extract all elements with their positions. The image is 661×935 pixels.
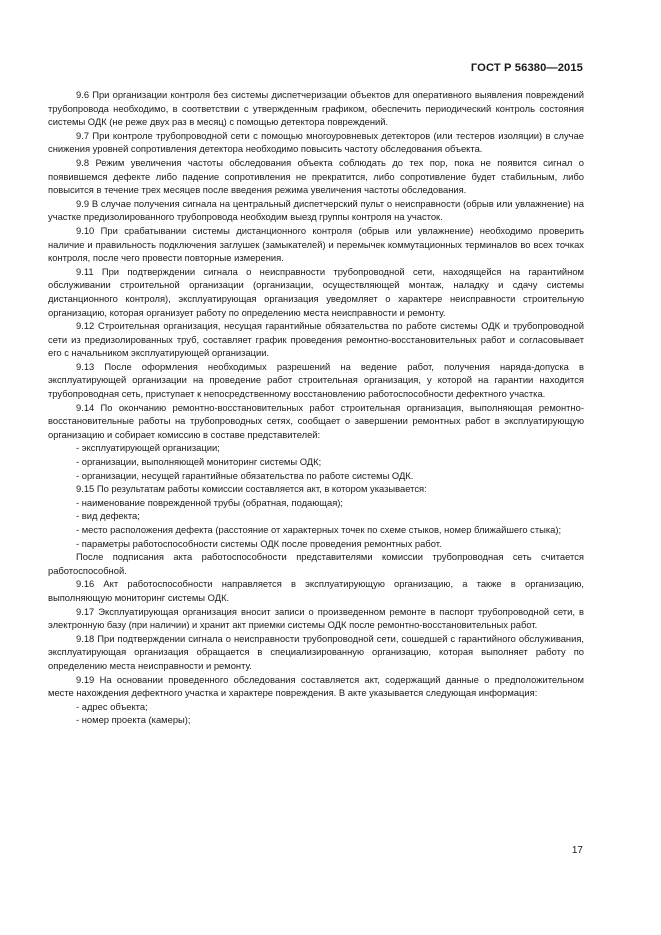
paragraph-9-7: 9.7 При контроле трубопроводной сети с помощью многоуровневых детекторов (или тестеров изоляции) в случае снижения уровней сопротивления детектора необходимо повысить частоту обследования объекта. [48,129,584,155]
paragraph-9-6: 9.6 При организации контроля без системы диспетчеризации объектов для оперативного выявления повреждений трубопровода необходимо, в соответствии с утвержденным графиком, обеспечить периодический контроль состояния системы ОДК (не реже двух раз в месяц) с помощью детектора повреждений. [48,89,584,128]
paragraph-9-16: 9.16 Акт работоспособности направляется в эксплуатирующую организацию, а также в организацию, выполняющую мониторинг системы ОДК. [48,578,584,603]
paragraph-9-13: 9.13 После оформления необходимых разрешений на ведение работ, получения наряда-допуска в эксплуатирующей организации на проведение работ строительная организация, у которой на гарантии находится трубопроводная сеть, приступает к непосредственному восстановлению работоспособности дефектного участка. [48,360,584,400]
list-item: - эксплуатирующей организации; [76,442,220,454]
list-item: - вид дефекта; [76,510,140,522]
document-body [48,88,584,727]
list-item: - организации, выполняющей мониторинг системы ОДК; [76,456,322,468]
paragraph-9-12: 9.12 Строительная организация, несущая гарантийные обязательства по работе системы ОДК и трубопроводной сети из предизолированных труб, составляет график проведения ремонтно-восстановительных работ и согласовывает его с начальником эксплуатирующей организации. [48,320,584,359]
paragraph-9-14: 9.14 По окончанию ремонтно-восстановительных работ строительная организация, выполняющая ремонтно-восстановительные работы на трубопроводных сетях, сообщает о завершении ремонтных работ в эксплуатирующую организацию и собирает комиссию в составе представителей: [48,401,584,440]
list-item: - адрес объекта; [76,700,148,712]
list-item: - параметры работоспособности системы ОДК после проведения ремонтных работ. [76,537,442,549]
paragraph-9-19: 9.19 На основании проведенного обследования составляется акт, содержащий данные о предположительном месте нахождения дефектного участка и характере повреждения. В акте указывается следующая информация: [48,673,584,699]
list-item: - место расположения дефекта (расстояние от характерных точек по схеме стыков, номер ближайшего стыка); [76,524,562,535]
paragraph-9-17: 9.17 Эксплуатирующая организация вносит записи о произведенном ремонте в паспорт трубопроводной сети, в электронную базу (при наличии) и хранит акт приемки системы ОДК после ремонтно-восстановительных работ. [48,605,584,631]
list-item: - наименование поврежденной трубы (обратная, подающая); [76,496,344,508]
paragraph-act-signing: После подписания акта работоспособности представителями комиссии трубопроводная сеть считается работоспособной. [48,551,584,576]
document-header: ГОСТ Р 56380—2015 [470,62,583,74]
paragraph-9-8: 9.8 Режим увеличения частоты обследования объекта соблюдать до тех пор, пока не появится сигнал о появившемся дефекте либо падение сопротивления не прекратится, либо сопротивление будет стабильным, либо повысится в течение трех месяцев после введения режима увеличения частоты обследования. [48,156,584,196]
paragraph-9-15: 9.15 По результатам работы комиссии составляется акт, в котором указывается: [76,483,427,495]
paragraph-9-9: 9.9 В случае получения сигнала на центральный диспетчерский пульт о неисправности (обрыв или увлажнение) на участке предизолированного трубопровода необходим выезд группы контроля на участок. [48,197,584,223]
list-item: - номер проекта (камеры); [76,714,191,726]
paragraph-9-10: 9.10 При срабатывании системы дистанционного контроля (обрыв или увлажнение) необходимо проверить наличие и правильность подключения заглушек (замыкателей) и перемычек коммутационных терминалов во всех точках контроля, после чего провести повторные измерения. [48,224,584,264]
paragraph-9-18: 9.18 При подтверждении сигнала о неисправности трубопроводной сети, сошедшей с гарантийного обслуживания, эксплуатирующая организация обращается в специализированную организацию, которая выполняет работу по определению места неисправности и ремонту. [48,632,584,671]
list-item: - организации, несущей гарантийные обязательства по работе системы ОДК. [76,469,414,481]
paragraph-9-11: 9.11 При подтверждении сигнала о неисправности трубопроводной сети, находящейся на гарантийном обслуживании строительной организации (организации, осуществляющей монтаж, наладку и сдачу системы дистанционного контроля), эксплуатирующая организация уведомляет о характере неисправности строительную организацию, которая организует работу по определению места неисправности и ремонту. [48,265,584,318]
page-number: 17 [571,845,583,856]
